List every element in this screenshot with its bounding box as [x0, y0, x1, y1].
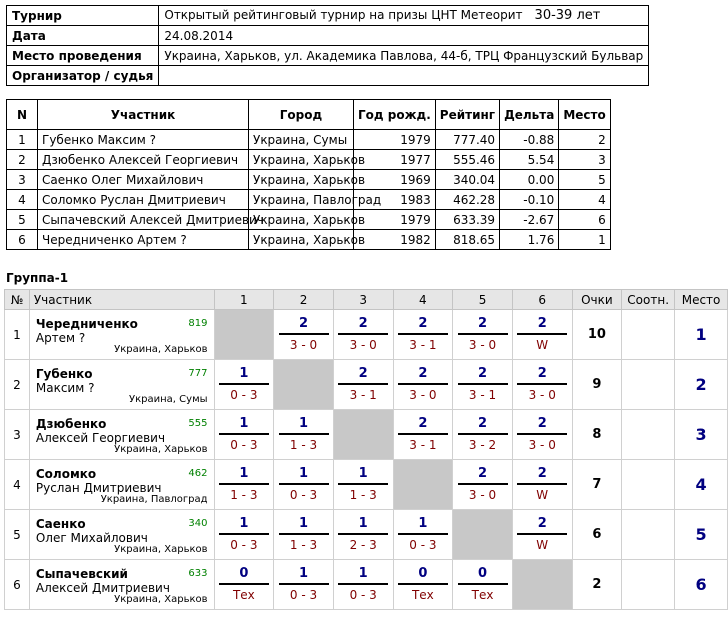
- header-city: Город: [249, 100, 354, 130]
- result-divider: [458, 583, 508, 585]
- player-rating: 555: [188, 418, 208, 429]
- info-value: [159, 6, 649, 26]
- group-title: Группа-1: [6, 271, 69, 285]
- group-points: 2: [572, 560, 622, 610]
- participant-delta: -2.67: [500, 210, 559, 230]
- participant-name: Саенко Олег Михайлович: [38, 170, 249, 190]
- match-score: Тех: [471, 588, 494, 602]
- group-results-table: [4, 289, 728, 610]
- tournament-name: Открытый рейтинговый турнир на призы ЦНТ Метеорит: [164, 8, 523, 22]
- group-player-cell: [29, 510, 214, 560]
- participant-delta: 5.54: [500, 150, 559, 170]
- player-city: Украина, Харьков: [114, 544, 208, 555]
- group-player-cell: [29, 410, 214, 460]
- participant-delta: -0.88: [500, 130, 559, 150]
- match-result-cell: [512, 510, 572, 560]
- match-score: 0 - 3: [230, 438, 258, 452]
- match-points: 1: [299, 416, 309, 431]
- info-key: Турнир: [7, 6, 159, 26]
- group-row: [5, 510, 728, 560]
- result-divider: [279, 333, 329, 335]
- result-divider: [517, 383, 567, 385]
- result-divider: [279, 483, 329, 485]
- match-score: Тех: [411, 588, 434, 602]
- match-points: 0: [418, 566, 428, 581]
- header-n: N: [7, 100, 38, 130]
- match-result-cell: [453, 310, 513, 360]
- match-score: 0 - 3: [289, 488, 318, 502]
- participant-birth-year: 1979: [354, 130, 436, 150]
- info-value: Украина, Харьков, ул. Академика Павлова, 44-б, ТРЦ Французский Бульвар: [159, 46, 649, 66]
- info-value: [159, 66, 649, 86]
- group-row-number: 4: [5, 460, 30, 510]
- player-first-name: Олег Михайлович: [35, 531, 148, 545]
- match-result-cell: [393, 560, 453, 610]
- group-header-col-2: 2: [274, 290, 334, 310]
- match-result-cell: [512, 460, 572, 510]
- group-player-cell: [29, 460, 214, 510]
- player-last-name: Саенко: [35, 517, 86, 531]
- result-divider: [398, 533, 448, 535]
- participant-row: [7, 190, 611, 210]
- participant-rating: 462.28: [435, 190, 499, 210]
- match-points: 1: [239, 466, 249, 481]
- match-points: 1: [358, 566, 368, 581]
- group-ratio: [622, 460, 675, 510]
- participant-row: [7, 210, 611, 230]
- result-divider: [458, 433, 508, 435]
- result-divider: [338, 583, 388, 585]
- player-rating: 777: [188, 368, 208, 379]
- info-row-tournament: [7, 6, 649, 26]
- info-row-venue: [7, 46, 649, 66]
- info-value: 24.08.2014: [159, 26, 649, 46]
- participant-number: 5: [7, 210, 38, 230]
- result-divider: [219, 433, 269, 435]
- group-row: [5, 360, 728, 410]
- participant-number: 6: [7, 230, 38, 250]
- group-row: [5, 310, 728, 360]
- result-divider: [517, 433, 567, 435]
- match-score: W: [536, 538, 549, 552]
- match-score: 0 - 3: [230, 538, 258, 552]
- participant-number: 1: [7, 130, 38, 150]
- match-result-cell: [333, 560, 393, 610]
- player-info: [34, 410, 210, 459]
- participant-birth-year: 1969: [354, 170, 436, 190]
- participant-birth-year: 1977: [354, 150, 436, 170]
- match-points: 2: [478, 366, 488, 381]
- match-score: 1 - 3: [230, 488, 258, 502]
- match-result-cell: [274, 310, 334, 360]
- group-place: 1: [675, 310, 728, 360]
- match-score: 0 - 3: [349, 588, 377, 602]
- group-header-col-6: 6: [512, 290, 572, 310]
- match-score: 3 - 0: [528, 388, 556, 402]
- match-score: 0 - 3: [409, 538, 437, 552]
- result-divider: [219, 383, 269, 385]
- group-place: 2: [675, 360, 728, 410]
- player-last-name: Губенко: [35, 367, 93, 381]
- player-info: [34, 560, 210, 609]
- group-header-col-1: 1: [214, 290, 274, 310]
- info-key: Организатор / судья: [7, 66, 159, 86]
- participant-birth-year: 1979: [354, 210, 436, 230]
- match-points: 1: [358, 516, 368, 531]
- result-divider: [338, 483, 388, 485]
- participant-delta: 0.00: [500, 170, 559, 190]
- match-result-cell: [453, 460, 513, 510]
- player-first-name: Максим ?: [35, 381, 95, 395]
- player-rating: 633: [188, 568, 208, 579]
- group-row: [5, 460, 728, 510]
- result-divider: [338, 383, 388, 385]
- participant-row: [7, 150, 611, 170]
- result-divider: [398, 383, 448, 385]
- player-info: [34, 310, 210, 359]
- match-result-cell: [274, 510, 334, 560]
- result-divider: [458, 383, 508, 385]
- match-points: 2: [418, 316, 428, 331]
- player-info: [34, 360, 210, 409]
- group-place: 4: [675, 460, 728, 510]
- participant-name: Дзюбенко Алексей Георгиевич: [38, 150, 249, 170]
- match-points: 1: [299, 566, 309, 581]
- group-header-points: Очки: [572, 290, 622, 310]
- result-divider: [279, 583, 329, 585]
- group-header-number: №: [5, 290, 30, 310]
- group-header-col-4: 4: [393, 290, 453, 310]
- participant-place: 1: [559, 230, 610, 250]
- match-points: 2: [537, 366, 547, 381]
- header-delta: Дельта: [500, 100, 559, 130]
- participants-table: [6, 99, 611, 250]
- result-divider: [219, 533, 269, 535]
- match-result-cell: [274, 410, 334, 460]
- group-points: 7: [572, 460, 622, 510]
- player-info: [34, 510, 210, 559]
- group-ratio: [622, 560, 675, 610]
- match-score: 3 - 0: [468, 338, 497, 352]
- match-score: 3 - 0: [289, 338, 318, 352]
- match-points: 1: [239, 366, 249, 381]
- match-result-cell: [274, 560, 334, 610]
- result-divider: [398, 433, 448, 435]
- match-result-cell: [512, 310, 572, 360]
- player-info: [34, 460, 210, 509]
- group-points: 9: [572, 360, 622, 410]
- match-points: 1: [418, 516, 428, 531]
- group-row: [5, 560, 728, 610]
- participant-city: Украина, Харьков: [249, 170, 354, 190]
- result-divider: [517, 533, 567, 535]
- group-ratio: [622, 410, 675, 460]
- match-result-cell: [512, 360, 572, 410]
- tournament-info-table: [6, 5, 649, 86]
- player-last-name: Соломко: [35, 467, 97, 481]
- match-score: 3 - 0: [349, 338, 377, 352]
- group-player-cell: [29, 360, 214, 410]
- participant-name: Губенко Максим ?: [38, 130, 249, 150]
- participant-place: 2: [559, 130, 610, 150]
- header-participant: Участник: [38, 100, 249, 130]
- diagonal-cell: [512, 560, 572, 610]
- participant-city: Украина, Сумы: [249, 130, 354, 150]
- participant-delta: 1.76: [500, 230, 559, 250]
- match-result-cell: [214, 560, 274, 610]
- player-first-name: Руслан Дмитриевич: [35, 481, 162, 495]
- match-score: W: [536, 338, 549, 352]
- participant-city: Украина, Харьков: [249, 150, 354, 170]
- match-score: 3 - 0: [528, 438, 556, 452]
- participants-header-row: [7, 100, 611, 130]
- group-ratio: [622, 360, 675, 410]
- match-points: 0: [239, 566, 249, 581]
- group-header-row: [5, 290, 728, 310]
- group-header-participant: Участник: [29, 290, 214, 310]
- group-row-number: 2: [5, 360, 30, 410]
- group-player-cell: [29, 560, 214, 610]
- match-points: 2: [478, 466, 488, 481]
- match-points: 2: [478, 316, 488, 331]
- participant-rating: 340.04: [435, 170, 499, 190]
- match-score: 2 - 3: [349, 538, 377, 552]
- match-result-cell: [393, 360, 453, 410]
- participant-place: 5: [559, 170, 610, 190]
- player-first-name: Артем ?: [35, 331, 86, 345]
- result-divider: [458, 333, 508, 335]
- match-points: 1: [299, 516, 309, 531]
- group-ratio: [622, 310, 675, 360]
- match-score: 3 - 1: [409, 438, 437, 452]
- match-result-cell: [333, 360, 393, 410]
- header-birth-year: Год рожд.: [354, 100, 436, 130]
- match-result-cell: [214, 510, 274, 560]
- match-result-cell: [453, 360, 513, 410]
- match-result-cell: [512, 410, 572, 460]
- participant-birth-year: 1982: [354, 230, 436, 250]
- match-score: 3 - 0: [409, 388, 437, 402]
- info-row-organizer: [7, 66, 649, 86]
- age-category: 30-39 лет: [534, 8, 601, 23]
- participant-rating: 777.40: [435, 130, 499, 150]
- match-score: 1 - 3: [289, 538, 318, 552]
- participant-number: 4: [7, 190, 38, 210]
- match-points: 2: [358, 316, 368, 331]
- player-last-name: Сыпачевский: [35, 567, 128, 581]
- match-points: 1: [239, 416, 249, 431]
- group-place: 5: [675, 510, 728, 560]
- participant-name: Чередниченко Артем ?: [38, 230, 249, 250]
- group-ratio: [622, 510, 675, 560]
- match-points: 2: [418, 366, 428, 381]
- player-rating: 819: [188, 318, 208, 329]
- participant-rating: 555.46: [435, 150, 499, 170]
- player-first-name: Алексей Дмитриевич: [35, 581, 170, 595]
- player-rating: 462: [188, 468, 208, 479]
- result-divider: [338, 533, 388, 535]
- participant-city: Украина, Харьков: [249, 230, 354, 250]
- result-divider: [338, 333, 388, 335]
- participant-place: 4: [559, 190, 610, 210]
- result-divider: [279, 533, 329, 535]
- player-city: Украина, Сумы: [129, 394, 208, 405]
- group-header-ratio: Соотн.: [622, 290, 675, 310]
- player-rating: 340: [188, 518, 208, 529]
- result-divider: [517, 483, 567, 485]
- match-result-cell: [453, 410, 513, 460]
- result-divider: [279, 433, 329, 435]
- result-divider: [398, 333, 448, 335]
- player-last-name: Чередниченко: [35, 317, 138, 331]
- match-points: 2: [537, 416, 547, 431]
- participant-name: Соломко Руслан Дмитриевич: [38, 190, 249, 210]
- match-result-cell: [214, 410, 274, 460]
- match-points: 2: [537, 516, 547, 531]
- group-player-cell: [29, 310, 214, 360]
- group-points: 10: [572, 310, 622, 360]
- group-row: [5, 410, 728, 460]
- info-key: Место проведения: [7, 46, 159, 66]
- result-divider: [219, 483, 269, 485]
- info-key: Дата: [7, 26, 159, 46]
- match-points: 2: [418, 416, 428, 431]
- group-row-number: 6: [5, 560, 30, 610]
- participant-row: [7, 230, 611, 250]
- participant-row: [7, 170, 611, 190]
- match-result-cell: [393, 310, 453, 360]
- match-result-cell: [333, 310, 393, 360]
- participant-delta: -0.10: [500, 190, 559, 210]
- result-divider: [398, 583, 448, 585]
- match-result-cell: [333, 460, 393, 510]
- match-result-cell: [274, 460, 334, 510]
- match-result-cell: [393, 410, 453, 460]
- header-rating: Рейтинг: [435, 100, 499, 130]
- diagonal-cell: [393, 460, 453, 510]
- match-score: 1 - 3: [289, 438, 318, 452]
- result-divider: [517, 333, 567, 335]
- match-result-cell: [214, 360, 274, 410]
- match-points: 1: [358, 466, 368, 481]
- match-result-cell: [214, 460, 274, 510]
- player-last-name: Дзюбенко: [35, 417, 107, 431]
- diagonal-cell: [214, 310, 274, 360]
- participant-number: 3: [7, 170, 38, 190]
- match-result-cell: [453, 560, 513, 610]
- group-row-number: 5: [5, 510, 30, 560]
- info-row-date: [7, 26, 649, 46]
- participant-number: 2: [7, 150, 38, 170]
- participant-city: Украина, Харьков: [249, 210, 354, 230]
- participant-city: Украина, Павлоград: [249, 190, 354, 210]
- participant-rating: 633.39: [435, 210, 499, 230]
- match-score: 3 - 1: [349, 388, 377, 402]
- match-score: 0 - 3: [230, 388, 258, 402]
- participant-rating: 818.65: [435, 230, 499, 250]
- diagonal-cell: [453, 510, 513, 560]
- participant-birth-year: 1983: [354, 190, 436, 210]
- result-divider: [219, 583, 269, 585]
- player-city: Украина, Харьков: [114, 444, 208, 455]
- match-score: 3 - 1: [409, 338, 437, 352]
- match-points: 0: [478, 566, 488, 581]
- match-points: 2: [537, 316, 547, 331]
- group-points: 8: [572, 410, 622, 460]
- group-points: 6: [572, 510, 622, 560]
- match-score: Тех: [232, 588, 255, 602]
- match-score: 3 - 1: [468, 388, 497, 402]
- group-row-number: 3: [5, 410, 30, 460]
- match-points: 2: [358, 366, 368, 381]
- player-city: Украина, Павлоград: [100, 494, 208, 505]
- result-divider: [458, 483, 508, 485]
- participant-row: [7, 130, 611, 150]
- player-first-name: Алексей Георгиевич: [35, 431, 166, 445]
- match-points: 2: [478, 416, 488, 431]
- player-city: Украина, Харьков: [114, 594, 208, 605]
- match-result-cell: [333, 510, 393, 560]
- match-score: 1 - 3: [349, 488, 377, 502]
- group-place: 3: [675, 410, 728, 460]
- match-points: 1: [239, 516, 249, 531]
- group-header-col-3: 3: [333, 290, 393, 310]
- player-city: Украина, Харьков: [114, 344, 208, 355]
- group-header-col-5: 5: [453, 290, 513, 310]
- participant-place: 3: [559, 150, 610, 170]
- group-place: 6: [675, 560, 728, 610]
- diagonal-cell: [333, 410, 393, 460]
- participant-place: 6: [559, 210, 610, 230]
- group-header-place: Место: [675, 290, 728, 310]
- match-points: 2: [537, 466, 547, 481]
- match-score: 3 - 0: [468, 488, 497, 502]
- group-row-number: 1: [5, 310, 30, 360]
- match-score: W: [536, 488, 549, 502]
- match-result-cell: [393, 510, 453, 560]
- diagonal-cell: [274, 360, 334, 410]
- header-place: Место: [559, 100, 610, 130]
- match-score: 3 - 2: [468, 438, 497, 452]
- match-score: 0 - 3: [289, 588, 318, 602]
- participant-name: Сыпачевский Алексей Дмитриевич: [38, 210, 249, 230]
- match-points: 1: [299, 466, 309, 481]
- match-points: 2: [299, 316, 309, 331]
